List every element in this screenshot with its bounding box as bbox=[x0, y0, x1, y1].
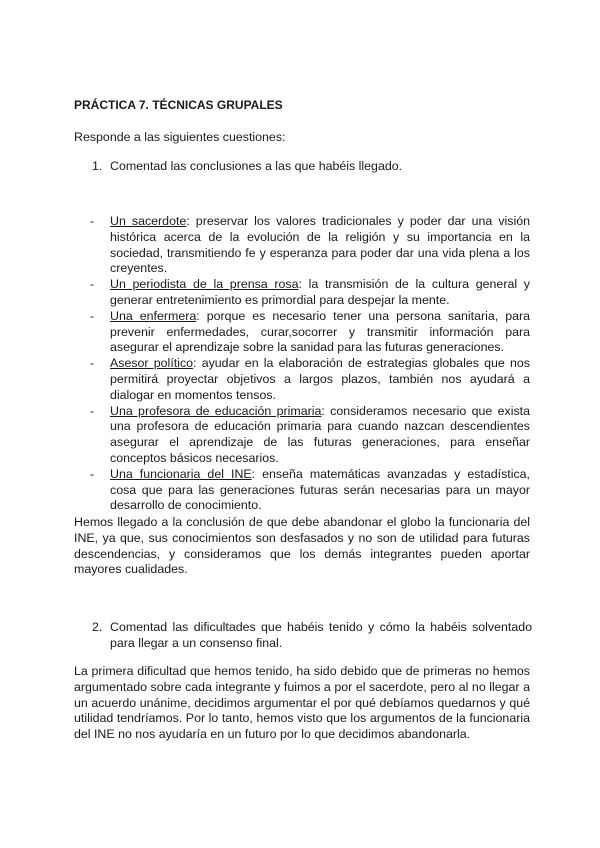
bullet-dash: - bbox=[90, 277, 95, 292]
bullet-dash: - bbox=[90, 403, 95, 418]
role-term: Una profesora de educación primaria bbox=[110, 403, 322, 418]
list-item bbox=[90, 404, 530, 467]
question-2-number: 2. bbox=[92, 620, 103, 634]
role-description: : la transmisión de la cultura general y generar entretenimiento es primordial para despejar la mente. bbox=[110, 277, 530, 307]
bullet-dash: - bbox=[90, 356, 95, 371]
role-term: Una enfermera bbox=[110, 308, 197, 323]
role-description: : ayudar en la elaboración de estrategias globales que nos permitirá proyectar objetivos a largos plazos, también nos ayudará a dialogar en momentos tensos. bbox=[110, 356, 530, 402]
question-2 bbox=[92, 620, 532, 652]
question-1-text: Comentad las conclusiones a las que habéis llegado. bbox=[110, 159, 403, 173]
list-item bbox=[90, 467, 530, 514]
question-1-number: 1. bbox=[92, 159, 103, 173]
intro-text: Responde a las siguientes cuestiones: bbox=[74, 130, 286, 144]
list-item bbox=[90, 356, 530, 403]
roles-list bbox=[90, 214, 530, 514]
conclusion-paragraph: Hemos llegado a la conclusión de que debe abandonar el globo la funcionaria del INE, ya que, sus conocimientos son desfasados y no son de utilidad para futuras descendencias, y consideramos que los demás integrantes pueden aportar mayores cualidades. bbox=[74, 515, 530, 577]
role-term: Un sacerdote bbox=[110, 214, 187, 228]
list-item bbox=[90, 214, 530, 277]
question-1 bbox=[92, 159, 532, 175]
role-description: : preservar los valores tradicionales y poder dar una visión histórica acerca de la evolución de la religión y su importancia en la sociedad, transmitiendo fe y esperanza para poder dar una vida plena a los creyentes. bbox=[110, 214, 530, 276]
role-description: : consideramos necesario que exista una profesora de educación primaria para cuando nazcan descendientes asegurar el aprendizaje de las futuras generaciones, para enseñar conceptos básicos necesarios. bbox=[110, 403, 530, 465]
role-description: : porque es necesario tener una persona sanitaria, para prevenir enfermedades, curar,socorrer y transmitir información para asegurar el aprendizaje sobre la sanidad para las futuras generaciones. bbox=[110, 308, 530, 355]
role-term: Asesor político bbox=[110, 356, 194, 371]
bullet-dash: - bbox=[90, 214, 95, 228]
bullet-dash: - bbox=[90, 466, 95, 481]
role-term: Una funcionaria del INE bbox=[110, 466, 252, 481]
difficulties-paragraph: La primera dificultad que hemos tenido, ha sido debido que de primeras no hemos argumentado sobre cada integrante y fuimos a por el sacerdote, pero al no llegar a un acuerdo unánime, decidimos argumentar el por qué debíamos quedarnos y qué utilidad tendríamos. Por lo tanto, hemos visto que los argumentos de la funcionaria del INE no nos ayudaría en un futuro por lo que decidimos abandonarla. bbox=[74, 664, 530, 742]
list-item bbox=[90, 309, 530, 356]
document-title: PRÁCTICA 7. TÉCNICAS GRUPALES bbox=[74, 98, 283, 112]
list-item bbox=[90, 277, 530, 309]
role-description: : enseña matemáticas avanzadas y estadística, cosa que para las generaciones futuras serán necesarias para un mayor desarrollo de conocimiento. bbox=[110, 466, 531, 513]
role-term: Un periodista de la prensa rosa bbox=[110, 277, 299, 292]
question-2-text: Comentad las dificultades que habéis tenido y cómo la habéis solventado para llegar a un consenso final. bbox=[110, 620, 532, 650]
bullet-dash: - bbox=[90, 308, 95, 323]
